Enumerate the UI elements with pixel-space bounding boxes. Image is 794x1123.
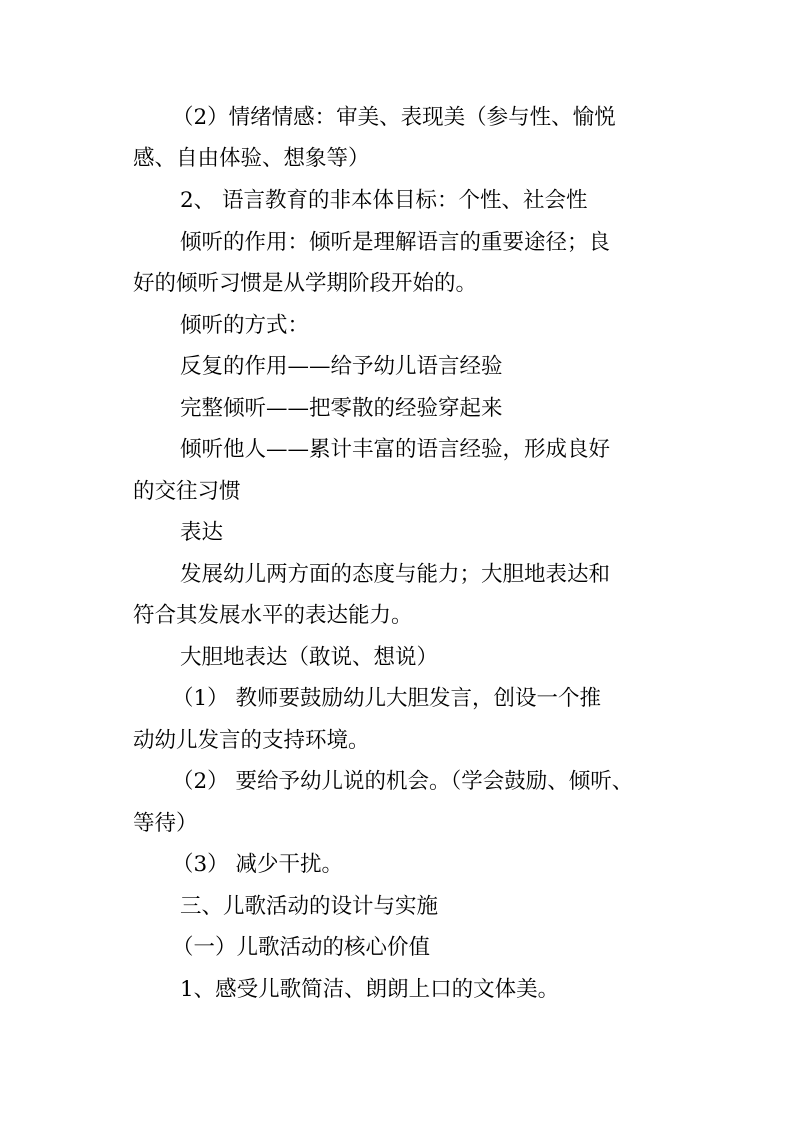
paragraph-line: 反复的作用——给予幼儿语言经验 (180, 354, 503, 379)
paragraph-line: 大胆地表达（敢说、想说） (180, 645, 439, 670)
paragraph-line: （2） 要给予幼儿说的机会。（学会鼓励、倾听、 (172, 769, 634, 794)
paragraph-line: （1） 教师要鼓励幼儿大胆发言，创设一个推 (172, 686, 602, 711)
paragraph-line: 1、感受儿歌简洁、朗朗上口的文体美。 (180, 977, 560, 1002)
paragraph-line: 三、儿歌活动的设计与实施 (180, 894, 439, 919)
paragraph-line: 表达 (180, 520, 224, 545)
paragraph-line: 发展幼儿两方面的态度与能力；大胆地表达和 (180, 562, 611, 587)
paragraph-line: 完整倾听——把零散的经验穿起来 (180, 396, 503, 421)
paragraph-line: 2、 语言教育的非本体目标：个性、社会性 (180, 188, 588, 213)
paragraph-line: 等待） (133, 811, 198, 836)
paragraph-line: （3） 减少干扰。 (172, 852, 344, 877)
paragraph-line: 好的倾听习惯是从学期阶段开始的。 (133, 271, 478, 296)
paragraph-line: 符合其发展水平的表达能力。 (133, 603, 413, 628)
paragraph-line: （一）儿歌活动的核心价值 (172, 935, 431, 960)
paragraph-line: 动幼儿发言的支持环境。 (133, 728, 370, 753)
paragraph-line: 倾听他人——累计丰富的语言经验，形成良好 (180, 437, 611, 462)
paragraph-line: （2）情绪情感：审美、表现美（参与性、愉悦 (172, 105, 616, 130)
paragraph-line: 倾听的方式： (180, 313, 310, 338)
paragraph-line: 的交往习惯 (133, 479, 241, 504)
paragraph-line: 倾听的作用：倾听是理解语言的重要途径；良 (180, 230, 611, 255)
paragraph-line: 感、自由体验、想象等） (133, 146, 370, 171)
